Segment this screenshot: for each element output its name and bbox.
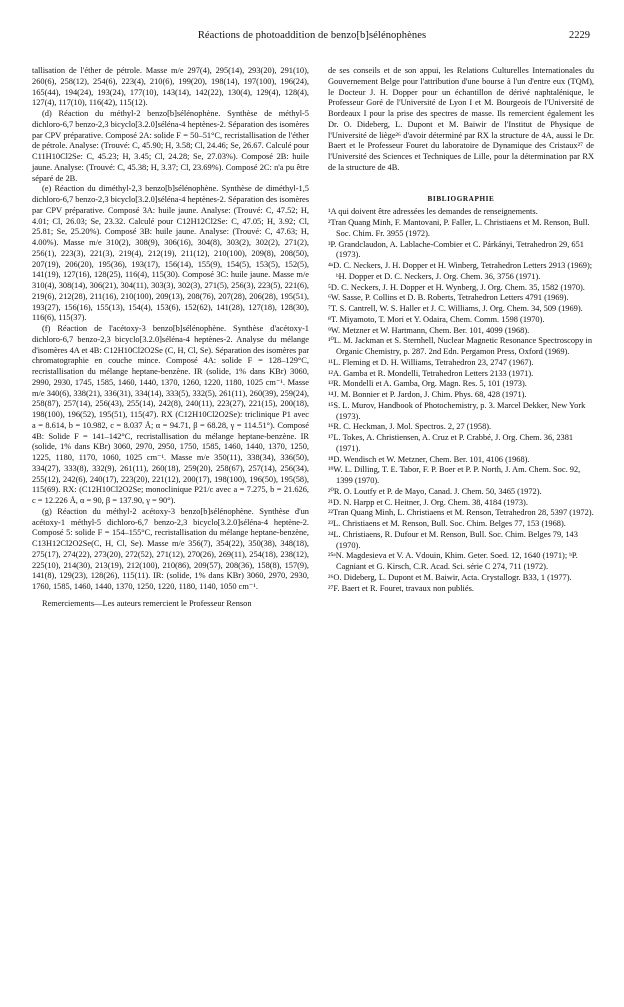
reference-entry: ²²Tran Quang Minh, L. Christiaens et M. Renson, Tetrahedron 28, 5397 (1972). bbox=[328, 508, 594, 518]
acknowledgements-start: Remerciements—Les auteurs remercient le Professeur Renson bbox=[42, 598, 252, 608]
reference-entry: ⁷T. S. Cantrell, W. S. Haller et J. C. Williams, J. Org. Chem. 34, 509 (1969). bbox=[328, 304, 583, 313]
right-column bbox=[328, 66, 594, 594]
reference-entry: ⁴ᵃD. C. Neckers, J. H. Dopper et H. Winberg, Tetrahedron Letters 2913 (1969); ᵇH. Dopper et D. C. Neckers, J. Org. Chem. 36, 3756 (1971). bbox=[328, 261, 593, 281]
reference-entry: ²³L. Christiaens et M. Renson, Bull. Soc. Chim. Belges 77, 153 (1968). bbox=[328, 519, 566, 528]
reference-entry: ²¹D. N. Harpp et C. Heitner, J. Org. Chem. 38, 4184 (1973). bbox=[328, 497, 528, 507]
experimental-section-g: (g) Réaction du méthyl-2 acétoxy-3 benzo[b]sélénophène. Synthèse d'un acétoxy-1 méthyl-5 dichloro-6,7 benzo-2,3 bicyclo[3.2.0]séléna-4 heptène-2. Composé 5: solide F = 154–155°C, recristallisation du mélange heptane-benzène, C13H12Cl2O2Se(C, H, Cl, Se). Masse m/e 356(7), 354(22), 350(38), 348(18), 275(17), 274(22), 273(20), 272(52), 271(12), 270(26), 269(11), 254(18), 238(12), 225(10), 214(30), 213(19), 212(100), 210(86), 209(57), 208(36), 158(8), 157(9), 141(8), 129(23), 128(26), 115(11). IR: (solide, 1% dans KBr) 3060, 2970, 2930, 1760, 1585, 1460, 1440, 1370, 1250, 1220, 1180, 1140, 1050 cm⁻¹. bbox=[32, 506, 309, 591]
reference-entry: ²⁴L. Christiaens, R. Dufour et M. Renson, Bull. Soc. Chim. Belges 79, 143 (1970). bbox=[328, 529, 578, 550]
reference-entry: ¹⁶R. C. Heckman, J. Mol. Spectros. 2, 27 (1958). bbox=[328, 422, 492, 432]
bibliography-heading: BIBLIOGRAPHIE bbox=[427, 194, 495, 203]
left-column bbox=[32, 66, 309, 610]
reference-entry: ¹¹L. Fleming et D. H. Williams, Tetrahedron 23, 2747 (1967). bbox=[328, 357, 534, 367]
reference-entry: ²Tran Quang Minh, F. Mantovani, P. Faller, L. Christiaens et M. Renson, Bull. Soc. Chim. Fr. 3955 (1972). bbox=[328, 218, 590, 238]
page-header bbox=[0, 30, 624, 46]
reference-entry: ¹²A. Gamba et R. Mondelli, Tetrahedron Letters 2133 (1971). bbox=[328, 368, 534, 378]
reference-entry: ³P. Grandclaudon, A. Lablache-Combier et C. Párkányi, Tetrahedron 29, 651 (1973). bbox=[328, 239, 584, 260]
reference-entry: ¹³R. Mondelli et A. Gamba, Org. Magn. Res. 5, 101 (1973). bbox=[328, 379, 527, 389]
reference-entry: ²⁷F. Baert et R. Fouret, travaux non publiés. bbox=[328, 583, 474, 593]
experimental-section-d: (d) Réaction du méthyl-2 benzo[b]sélénophène. Synthèse de méthyl-5 dichloro-6,7 benzo-2,3 bicyclo[3.2.0]séléna-4 heptènes-2. Séparation des isomères par CPV préparative. Composé 2A: solide F = 50–51°C, recristallisation de l'éther de pétrole. Analyse: (Trouvé: C, 45.90; H, 3.58; Cl, 24.46; Se, 26.67. Calculé pour C11H10Cl2Se: C, 45.23; H, 3.45; Cl, 24.28; Se, 27.03%). Composé 2B: huile jaune. Analyse: (Trouvé: C, 45.38; H, 3.37; Cl, 23.69%). Composé 2C: n'a pu être séparé de 2B. bbox=[32, 109, 309, 183]
reference-entry: ⁸T. Miyamoto, T. Mori et Y. Odaira, Chem. Comm. 1598 (1970). bbox=[328, 314, 545, 324]
reference-entry: ²⁶O. Dideberg, L. Dupont et M. Baiwir, Acta. Crystallogr. B33, 1 (1977). bbox=[328, 572, 572, 582]
mass-spectrum-continuation: tallisation de l'éther de pétrole. Masse m/e 297(4), 295(14), 293(20), 291(10), 260(6), 258(12), 254(6), 223(4), 210(6), 199(20), 198(14), 197(100), 196(24), 165(44), 194(24), 193(24), 177(10), 143(14), 142(22), 130(4), 129(4), 128(4), 127(4), 117(10), 116(42), 115(12). bbox=[32, 66, 309, 108]
page-number: 2229 bbox=[569, 30, 590, 41]
reference-entry: ¹⁰L. M. Jackman et S. Sternhell, Nuclear Magnetic Resonance Spectroscopy in Organic Chemistry, p. 287. 2nd Edn. Pergamon Press, Oxford (1969). bbox=[328, 336, 593, 356]
experimental-section-e: (e) Réaction du diméthyl-2,3 benzo[b]sélénophène. Synthèse de diméthyl-1,5 dichloro-6,7 benzo-2,3 bicyclo[3.2.0]séléna-4 heptènes-2. Séparation des isomères par CPV préparative. Composé 3A: huile jaune. Analyse: (Trouvé: C, 47.52; H, 4.01; Cl, 26.03; Se, 23.32. Calculé pour C12H12Cl2Se: C, 47.05; H, 3.92; Cl, 25.81; Se, 25.20%). Composé 3B: huile jaune. Analyse: (Trouvé: C, 47.63; H, 4.00%). Masse m/e 310(2), 308(9), 306(16), 304(8), 303(2), 302(2), 271(2), 256(1), 223(3), 221(3), 219(4), 212(19), 211(12), 210(100), 209(8), 208(50), 207(19), 206(20), 195(36), 193(17), 156(14), 155(9), 154(5), 153(5), 152(5), 141(19), 127(16), 128(25), 116(4), 115(30). Composé 3C: huile jaune. Masse m/e 310(4), 308(14), 306(21), 304(11), 303(3), 302(3), 271(5), 256(3), 223(5), 221(6), 219(6), 212(28), 211(16), 210(100), 209(13), 208(76), 207(28), 206(28), 195(51), 193(27), 156(16), 155(13), 154(4), 153(6), 152(62), 141(28), 127(18), 128(30), 116(6), 115(37). bbox=[32, 184, 309, 323]
reference-entry: ¹⁷L. Tokes, A. Christiensen, A. Cruz et P. Crabbé, J. Org. Chem. 36, 2381 (1971). bbox=[328, 433, 574, 453]
experimental-section-f: (f) Réaction de l'acétoxy-3 benzo[b]sélénophène. Synthèse d'acétoxy-1 dichloro-6,7 benzo-2,3 bicyclo[3.2.0]séléna-4 heptènes-2. Analyse du mélange d'isomères 4A et 4B: C12H10Cl2O2Se (C, H, Cl, Se). Séparation des isomères par chromatographie en couche mince. Composé 4A: solide F = 128–129°C, recristallisation du mélange heptane-benzène. IR (solide, 1% dans KBr) 3060, 2990, 2930, 1745, 1585, 1460, 1440, 1370, 1260, 1220, 1180, 1025 cm⁻¹. Masse m/e 340(6), 338(21), 336(31), 334(14), 333(5), 332(5), 261(11), 260(39), 259(24), 258(87), 257(14), 256(43), 255(14), 242(8), 240(11), 223(27), 221(15), 200(18), 198(100), 196(52), 195(51), 115(47). RX (C12H10Cl2O2Se): triclinique P1 avec a = 8.614, b = 10.982, c = 8.037 Å; α = 94.71, β = 68.28, γ = 114.51°). Composé 4B: Solide F = 141–142°C, recristallisation du mélange heptane-benzène. IR (solide, 1% dans KBr) 3060, 2970, 2950, 1750, 1585, 1460, 1440, 1370, 1250, 1225, 1180, 1170, 1060, 1025 cm⁻¹. Masse m/e 350(11), 338(34), 336(50), 334(27), 333(8), 332(9), 261(11), 260(18), 259(20), 258(67), 257(14), 256(34), 255(12), 242(6), 240(17), 223(20), 221(12), 200(17), 198(100), 196(50), 195(58), 115(69). RX: (C12H10Cl2O2Se; monoclinique P21/c avec a = 7.275, b = 21.626, c = 12.226 Å, α = 90, β = 137.90, γ = 90°). bbox=[32, 324, 309, 505]
reference-entry: ²⁵ᵃN. Magdesieva et V. A. Vdouin, Khim. Geter. Soed. 12, 1640 (1971); ᵇP. Cagniant et G. Kirsch, C.R. Acad. Sci. série C 274, 711 (1972). bbox=[328, 551, 578, 571]
running-title: Réactions de photoaddition de benzo[b]sélénophènes bbox=[197, 30, 427, 41]
reference-entry: ⁵D. C. Neckers, J. H. Dopper et H. Wynberg, J. Org. Chem. 35, 1582 (1970). bbox=[328, 282, 585, 292]
reference-entry: ⁶W. Sasse, P. Collins et D. B. Roberts, Tetrahedron Letters 4791 (1969). bbox=[328, 293, 569, 303]
reference-entry: ⁹W. Metzner et W. Hartmann, Chem. Ber. 101, 4099 (1968). bbox=[328, 325, 530, 335]
reference-entry: ¹A qui doivent être adressées les demandes de renseignements. bbox=[328, 207, 538, 217]
reference-entry: ¹⁵S. L. Murov, Handbook of Photochemistry, p. 3. Marcel Dekker, New York (1973). bbox=[328, 400, 586, 421]
reference-entry: ²⁰R. O. Loutfy et P. de Mayo, Canad. J. Chem. 50, 3465 (1972). bbox=[328, 486, 542, 496]
reference-entry: ¹⁹W. L. Dilling, T. E. Tabor, F. P. Boer et P. P. North, J. Am. Chem. Soc. 92, 1399 (1970). bbox=[328, 465, 581, 485]
reference-entry: ¹⁸D. Wendisch et W. Metzner, Chem. Ber. 101, 4106 (1968). bbox=[328, 454, 530, 464]
reference-entry: ¹⁴J. M. Bonnier et P. Jardon, J. Chim. Phys. 68, 428 (1971). bbox=[328, 390, 527, 399]
acknowledgements-continuation: de ses conseils et de son appui, les Relations Culturelles Internationales du Gouvernement Belge pour l'attribution d'une bourse à l'un d'entre eux (TQM), le Docteur J. H. Dopper pour un échantillon de dérivé naphtalénique, le Professeur Goré de l'Université de Lyon I et M. Bourgeois de l'Université de Bordeaux I pour la prise des spectres de masse. Ils remercient également les Dr. O. Dideberg, L. Dupont et M. Baiwir de l'Institut de Physique de l'Université de liège²⁶ d'avoir déterminé par RX la structure de 4A, aussi le Dr. Baert et le Professeur Fouret du laboratoire de Dynamique des Cristaux²⁷ de l'Université des Sciences et Techniques de Lille, pour la détermination par RX de la structure de 4B. bbox=[328, 66, 594, 172]
